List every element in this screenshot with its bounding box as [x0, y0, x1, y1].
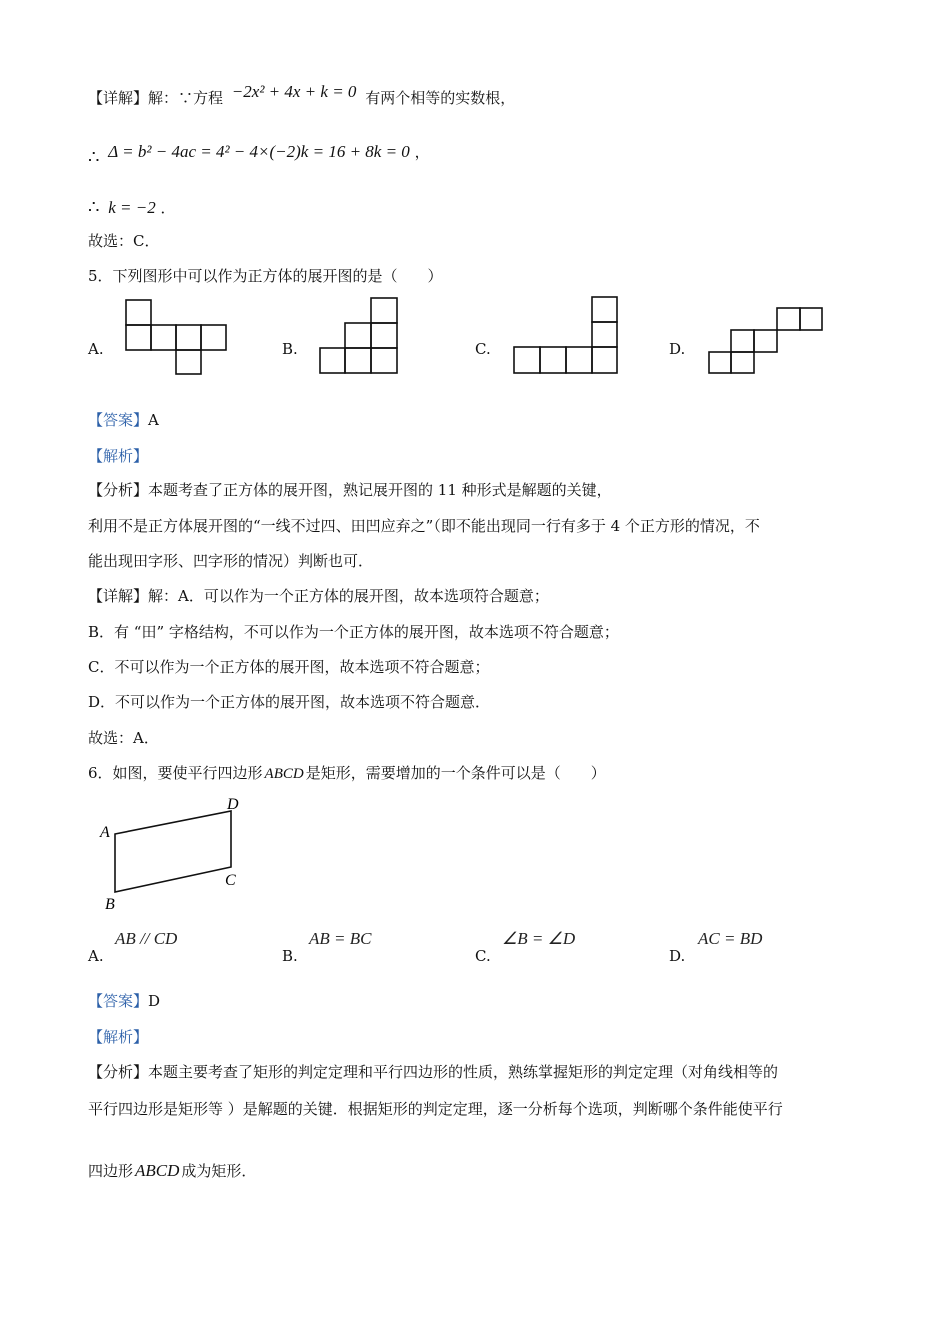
parallelogram-figure: [96, 792, 256, 914]
answer-tag: 【答案】: [88, 992, 149, 1010]
therefore-symbol: ∴: [88, 147, 100, 168]
q6-option-b-expr: AB = BC: [309, 929, 372, 948]
vertex-label-d: D: [227, 796, 239, 813]
q5-detail-4: D．不可以作为一个正方体的展开图，故本选项不符合题意．: [88, 693, 491, 711]
q6-answer: D: [148, 992, 161, 1010]
q5-option-c-label: C.: [475, 340, 491, 358]
vertex-label-b: B: [105, 896, 115, 913]
q5-choice: 故选：A．: [88, 729, 159, 747]
answer-tag: 【答案】: [88, 411, 149, 429]
q6-option-a-expr: AB // CD: [115, 929, 178, 948]
q5-detail-1: 【详解】解：A．可以作为一个正方体的展开图，故本选项符合题意；: [88, 587, 549, 605]
q4-result: k = −2: [108, 198, 156, 217]
jiexi-tag: 【解析】: [88, 1028, 149, 1046]
jiexi-tag: 【解析】: [88, 447, 149, 465]
q6-question-pre: 6．如图，要使平行四边形: [88, 764, 263, 782]
q6-option-c-label: C.: [475, 947, 491, 965]
q6-analysis-3: [88, 1161, 256, 1181]
q4-step2: [88, 198, 176, 218]
q5-option-b-label: B.: [282, 340, 298, 358]
q5-analysis-3: 能出现田字形、凹字形的情况）判断也可．: [88, 552, 374, 570]
q6-option-d-label: D.: [669, 947, 686, 965]
q4-step1-tail: ，: [414, 143, 430, 161]
q6-analysis-1: [88, 1062, 778, 1082]
q5-answer-line: [88, 410, 159, 430]
analysis-tag: 【分析】: [88, 1063, 149, 1081]
q5-net-a: [124, 298, 230, 376]
q4-detail-prefix: 【详解】解：∵方程: [88, 89, 224, 107]
q5-detail-2: B．有 “田” 字格结构，不可以作为一个正方体的展开图，故本选项不符合题意；: [88, 623, 619, 641]
q6-analysis-3-var: ABCD: [135, 1161, 180, 1180]
q5-net-b: [318, 296, 400, 376]
q6-analysis-2: 平行四边形是矩形等 ）是解题的关键．根据矩形的判定定理，逐一分析每个选项，判断哪个条件能使平行: [88, 1100, 783, 1118]
q5-analysis-2: 利用不是正方体展开图的“一线不过四、田凹应弃之”（即不能出现同一行有多于 4 个正方形的情况，不: [88, 517, 760, 535]
q5-analysis-1: [88, 480, 612, 500]
analysis-tag: 【分析】: [88, 481, 149, 499]
q5-analysis-text-1: 本题考查了正方体的展开图，熟记展开图的 11 种形式是解题的关键，: [148, 481, 612, 499]
q6-analysis-3-pre: 四边形: [88, 1162, 134, 1180]
q6-question-post: 是矩形，需要增加的一个条件可以是（ ）: [305, 764, 606, 782]
q5-option-d-label: D.: [669, 340, 686, 358]
q6-question: [88, 763, 606, 784]
vertex-label-a: A: [100, 824, 110, 841]
q6-option-d-expr: AC = BD: [698, 929, 763, 948]
q4-detail-line: [88, 82, 516, 108]
q6-option-a-label: A.: [88, 947, 104, 965]
q5-net-d: [707, 306, 825, 376]
therefore-symbol: ∴: [88, 197, 100, 218]
q4-detail-suffix: 有两个相等的实数根，: [365, 89, 516, 107]
q6-option-c-expr: ∠B = ∠D: [502, 929, 576, 948]
q6-option-b-label: B.: [282, 947, 298, 965]
q5-net-c: [512, 295, 620, 377]
q4-discriminant: Δ = b² − 4ac = 4² − 4×(−2)k = 16 + 8k = 0: [108, 142, 410, 161]
vertex-label-c: C: [225, 872, 236, 889]
q6-analysis-3-post: 成为矩形．: [181, 1162, 257, 1180]
q5-answer: A: [148, 411, 159, 429]
q6-answer-line: [88, 991, 160, 1011]
q4-step1: [88, 142, 430, 168]
q4-step2-tail: ．: [160, 199, 176, 217]
q6-analysis-text-1: 本题主要考查了矩形的判定定理和平行四边形的性质，熟练掌握矩形的判定定理（对角线相等的: [148, 1063, 779, 1081]
q4-choice: 故选：C．: [88, 232, 160, 250]
q4-equation: −2x² + 4x + k = 0: [231, 82, 357, 101]
q6-question-var: ABCD: [264, 766, 304, 782]
q5-question: 5．下列图形中可以作为正方体的展开图的是（ ）: [88, 267, 443, 285]
q5-detail-3: C．不可以作为一个正方体的展开图，故本选项不符合题意；: [88, 658, 490, 676]
q5-option-a-label: A.: [88, 340, 104, 358]
